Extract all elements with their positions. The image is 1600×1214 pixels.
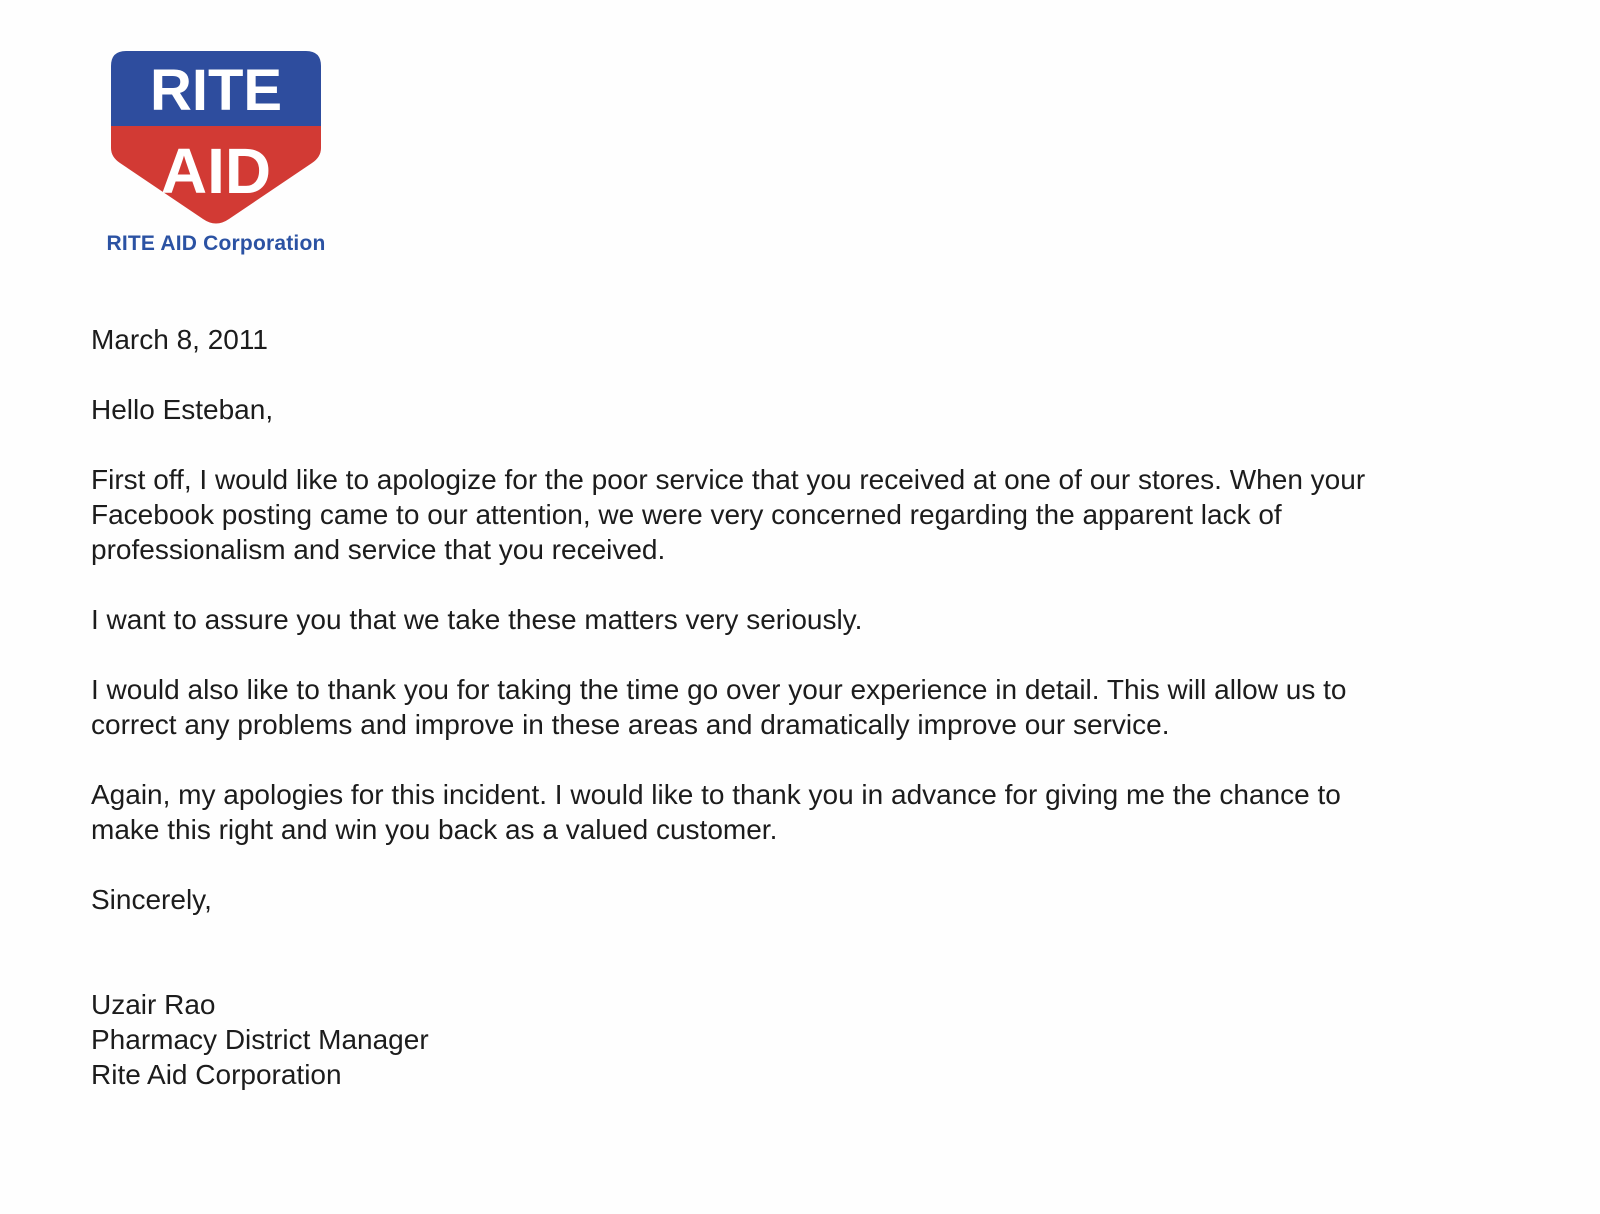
letter-body bbox=[91, 322, 1371, 1092]
letter-paragraph-3: I would also like to thank you for taking the time go over your experience in detail. This will allow us to correct any problems and improve in these areas and dramatically improve our service. bbox=[91, 674, 1347, 740]
signature-block bbox=[91, 987, 1371, 1092]
letter-paragraph-1: First off, I would like to apologize for the poor service that you received at one of our stores. When your Facebook posting came to our attention, we were very concerned regarding the apparent lack of professionalism and service that you received. bbox=[91, 464, 1366, 565]
logo-aid-text: AID bbox=[160, 135, 272, 207]
signature-company: Rite Aid Corporation bbox=[91, 1059, 342, 1090]
letter-date: March 8, 2011 bbox=[91, 324, 268, 355]
signature-title: Pharmacy District Manager bbox=[91, 1024, 429, 1055]
signature-name: Uzair Rao bbox=[91, 989, 216, 1020]
rite-aid-shield-icon bbox=[110, 50, 322, 226]
logo-rite-text: RITE bbox=[149, 58, 283, 123]
letter-closing: Sincerely, bbox=[91, 884, 212, 915]
letter-salutation: Hello Esteban, bbox=[91, 394, 274, 425]
letter-paragraph-2: I want to assure you that we take these matters very seriously. bbox=[91, 604, 863, 635]
rite-aid-logo bbox=[96, 50, 336, 256]
letter-paragraph-4: Again, my apologies for this incident. I would like to thank you in advance for giving me the chance to make this right and win you back as a valued customer. bbox=[91, 779, 1341, 845]
logo-caption: RITE AID Corporation bbox=[106, 232, 326, 255]
